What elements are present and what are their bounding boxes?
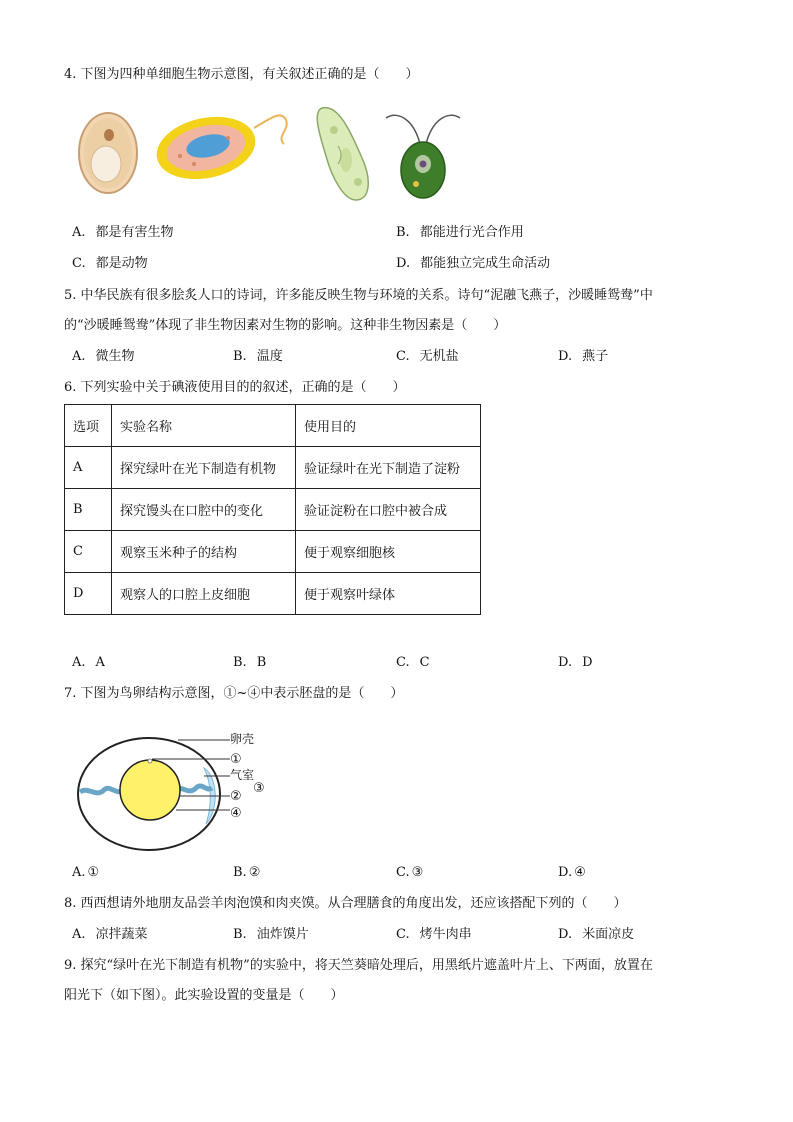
- q8-stem: 8. 西西想请外地朋友品尝羊肉泡馍和肉夹馍。从合理膳食的角度出发，还应该搭配下列的（ ）: [64, 896, 627, 911]
- q9-stem-line1: 9. 探究“绿叶在光下制造有机物”的实验中，将天竺葵暗处理后，用黑纸片遮盖叶片上、下两面，放置在: [64, 958, 653, 973]
- table-row: [65, 573, 481, 615]
- q8-option-b[interactable]: B. 油炸馍片: [233, 927, 309, 942]
- table-cell: 验证绿叶在光下制造了淀粉: [296, 447, 481, 489]
- q4-option-b[interactable]: B. 都能进行光合作用: [396, 225, 524, 240]
- label-air-cell: 气室: [230, 768, 255, 782]
- q7-option-c[interactable]: C. ③: [396, 865, 424, 880]
- table-header-row: [65, 405, 481, 447]
- q4-option-d[interactable]: D. 都能独立完成生命活动: [396, 256, 551, 271]
- q4-option-a[interactable]: A. 都是有害生物: [72, 225, 174, 240]
- paramecium-icon: [317, 108, 368, 200]
- table-cell: 探究馒头在口腔中的变化: [112, 489, 296, 531]
- q4-option-c[interactable]: C. 都是动物: [72, 256, 148, 271]
- q6-option-b[interactable]: B. B: [233, 655, 267, 670]
- q7-stem: 7. 下图为鸟卵结构示意图，①~④中表示胚盘的是（ ）: [64, 686, 404, 701]
- table-cell: A: [65, 447, 112, 489]
- q8-option-a[interactable]: A. 凉拌蔬菜: [72, 927, 148, 942]
- label-3: ③: [253, 781, 265, 796]
- q6-option-c[interactable]: C. C: [396, 655, 430, 670]
- table-cell: D: [65, 573, 112, 615]
- table-cell: 探究绿叶在光下制造有机物: [112, 447, 296, 489]
- table-row: [65, 531, 481, 573]
- yeast-cell-icon: [79, 113, 137, 193]
- table-cell: C: [65, 531, 112, 573]
- q4-stem: 4. 下图为四种单细胞生物示意图，有关叙述正确的是（ ）: [64, 67, 419, 82]
- label-4: ④: [230, 806, 242, 821]
- table-header-cell: 使用目的: [296, 405, 481, 447]
- q8-option-d[interactable]: D. 米面凉皮: [558, 927, 635, 942]
- q7-option-d[interactable]: D. ④: [558, 865, 586, 880]
- bacterium-icon: [151, 108, 287, 187]
- table-cell: 观察人的口腔上皮细胞: [112, 573, 296, 615]
- q7-option-a[interactable]: A. ①: [72, 865, 100, 880]
- q6-option-a[interactable]: A. A: [72, 655, 105, 670]
- q5-stem-line2: 的“沙暖睡鸳鸯”体现了非生物因素对生物的影响。这种非生物因素是（ ）: [64, 318, 507, 333]
- q6-table: [64, 404, 481, 615]
- table-cell: B: [65, 489, 112, 531]
- table-cell: 便于观察叶绿体: [296, 573, 481, 615]
- q8-option-c[interactable]: C. 烤牛肉串: [396, 927, 472, 942]
- table-row: [65, 447, 481, 489]
- q7-egg-figure: [72, 726, 282, 856]
- table-cell: 验证淀粉在口腔中被合成: [296, 489, 481, 531]
- q5-stem-line1: 5. 中华民族有很多脍炙人口的诗词，许多能反映生物与环境的关系。诗句“泥融飞燕子，沙暖睡鸳鸯”中: [64, 288, 653, 303]
- label-1: ①: [230, 752, 242, 767]
- label-shell: 卵壳: [230, 732, 255, 746]
- table-cell: 观察玉米种子的结构: [112, 531, 296, 573]
- q5-option-b[interactable]: B. 温度: [233, 349, 283, 364]
- q6-stem: 6. 下列实验中关于碘液使用目的的叙述，正确的是（ ）: [64, 380, 406, 395]
- q5-option-d[interactable]: D. 燕子: [558, 349, 609, 364]
- chlamydomonas-icon: [386, 115, 460, 198]
- q7-option-b[interactable]: B. ②: [233, 865, 261, 880]
- table-cell: 便于观察细胞核: [296, 531, 481, 573]
- egg-yolk: [120, 760, 180, 820]
- table-row: [65, 489, 481, 531]
- label-2: ②: [230, 789, 242, 804]
- q4-figure: [76, 100, 476, 210]
- q5-option-c[interactable]: C. 无机盐: [396, 349, 459, 364]
- table-header-cell: 选项: [65, 405, 112, 447]
- q5-option-a[interactable]: A. 微生物: [72, 349, 135, 364]
- germinal-disc: [148, 759, 152, 763]
- q6-option-d[interactable]: D. D: [558, 655, 593, 670]
- chalaza-left: [80, 788, 124, 793]
- q9-stem-line2: 阳光下（如下图）。此实验设置的变量是（ ）: [64, 988, 344, 1003]
- table-header-cell: 实验名称: [112, 405, 296, 447]
